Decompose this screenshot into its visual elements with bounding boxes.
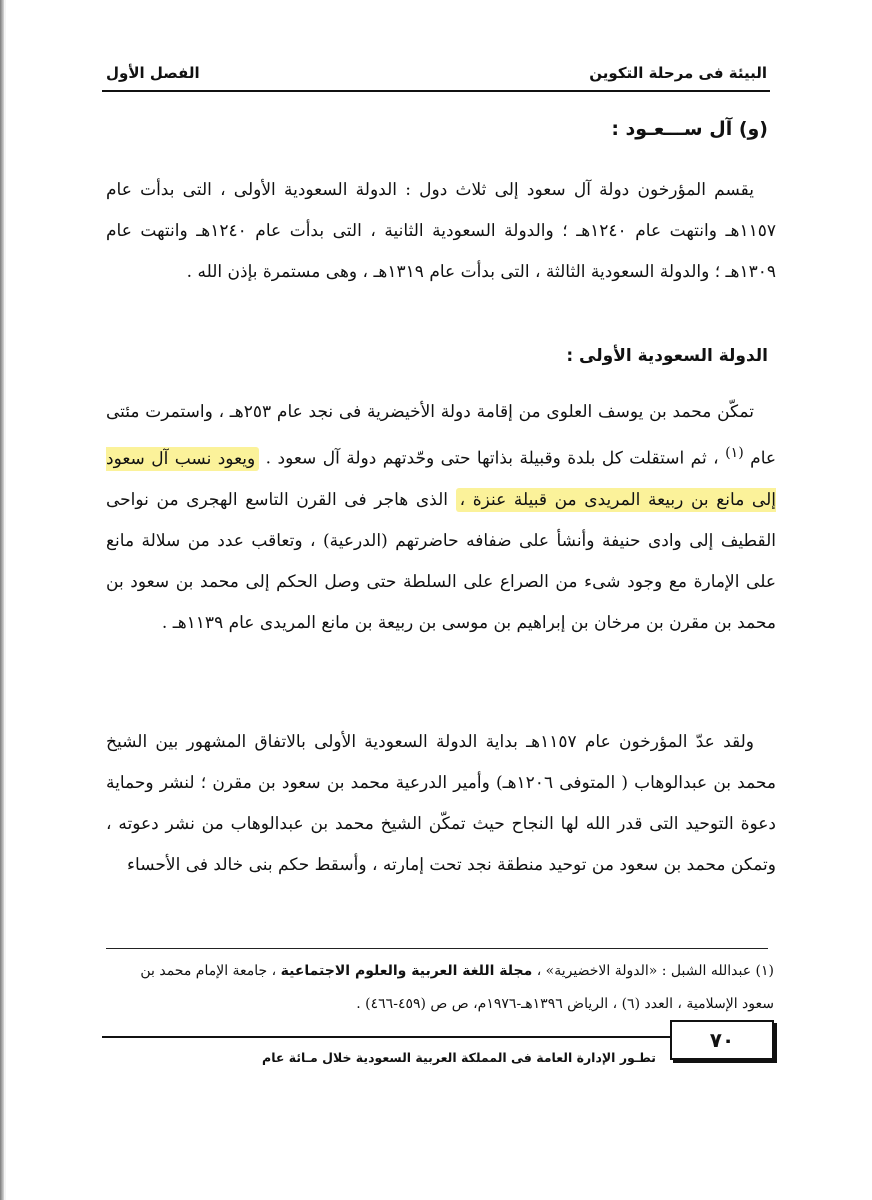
sub-heading: الدولة السعودية الأولى : <box>566 346 768 366</box>
paragraph-3-text: ولقد عدّ المؤرخون عام ١١٥٧هـ بداية الدولة السعودية الأولى بالاتفاق المشهور بين الشيخ محمد بن عبدالوهاب ( المتوفى ١٢٠٦هـ) وأمير الدرعية محمد بن سعود بن مقرن ؛ لنشر وحماية دعوة التوحيد التى قدر الله لها النجاح حيث تمكّن الشيخ محمد بن عبدالوهاب من نشر دعوته ، وتمكن محمد بن سعود من توحيد منطقة نجد تحت إمارته ، وأسقط حكم بنى خالد فى الأحساء <box>106 732 776 875</box>
chapter-label: الفصل الأول <box>106 64 200 82</box>
paragraph-2-part-3: الذى هاجر فى القرن التاسع الهجرى من نواحى القطيف إلى وادى حنيفة وأنشأ على ضفافه حاضرتهم (الدرعية) ، وتعاقب عدد من سلالة مانع على الإمارة مع وجود شىء من الصراع على السلطة حتى وصل الحكم إلى محمد بن سعود بن محمد بن مقرن بن مرخان بن إبراهيم بن موسى بن ربيعة بن مانع المريدى عام ١١٣٩هـ . <box>106 489 776 633</box>
highlighted-text: ويعود نسب آل سعود إلى مانع بن ربيعة المريدى من قبيلة عنزة ، <box>106 448 776 510</box>
header-divider <box>102 90 770 92</box>
page-number: ٧٠ <box>670 1020 774 1060</box>
paragraph-2-text <box>106 392 776 644</box>
footer-divider <box>102 1036 670 1038</box>
paragraph-2-part-1: تمكّن محمد بن يوسف العلوى من إقامة دولة الأخيضرية فى نجد عام ٢٥٣هـ ، واستمرت مئتى عام <box>106 402 777 469</box>
section-heading: (و) آل ســـعـود : <box>611 118 768 140</box>
paragraph-2-part-2: ، ثم استقلت كل بلدة وقبيلة بذاتها حتى وحّدتهم دولة آل سعود . <box>265 448 719 469</box>
paragraph-1-text: يقسم المؤرخون دولة آل سعود إلى ثلاث دول : الدولة السعودية الأولى ، التى بدأت عام ١١٥٧هـ وانتهت عام ١٢٤٠هـ ؛ والدولة السعودية الثانية ، التى بدأت عام ١٢٤٠هـ وانتهت عام ١٣٠٩هـ ؛ والدولة السعودية الثالثة ، التى بدأت عام ١٣١٩هـ ، وهى مستمرة بإذن الله . <box>106 180 776 282</box>
footnote <box>106 955 774 1021</box>
paragraph-1 <box>106 170 776 293</box>
chapter-title: البيئة فى مرحلة التكوين <box>589 64 767 82</box>
paragraph-2 <box>106 392 776 644</box>
footnote-divider <box>106 948 768 949</box>
book-page <box>6 0 872 1200</box>
footnote-details: ، جامعة الإمام محمد بن سعود الإسلامية ، العدد (٦) ، الرياض ١٣٩٦هـ-١٩٧٦م، ص ص (٤٥٩-٤٦٦) . <box>140 963 774 1012</box>
book-title: تطـور الإدارة العامة فى المملكة العربية السعودية خلال مـائة عام <box>262 1050 656 1065</box>
footnote-reference: (١) <box>725 445 744 461</box>
paragraph-3 <box>106 722 776 886</box>
running-header <box>106 64 767 86</box>
footnote-author: عبدالله الشبل : «الدولة الاخضيرية» ، <box>536 963 752 979</box>
scan-edge-shadow <box>0 0 4 1200</box>
footnote-journal: مجلة اللغة العربية والعلوم الاجتماعية <box>280 963 533 979</box>
footnote-number: (١) <box>755 963 774 979</box>
